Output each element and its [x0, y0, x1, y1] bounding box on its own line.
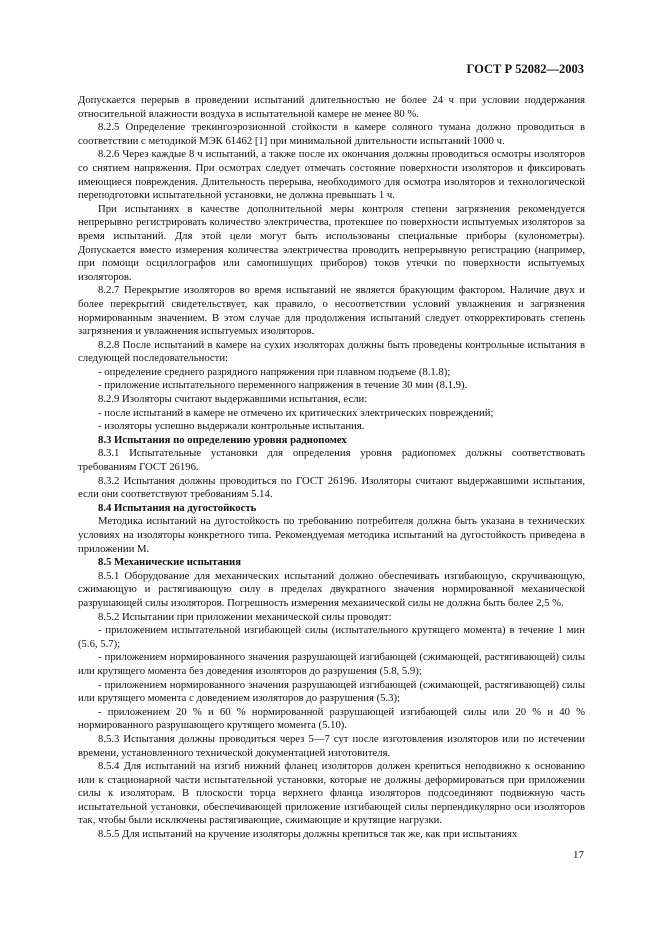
paragraph: 8.2.6 Через каждые 8 ч испытаний, а также после их окончания должны проводиться осмотры изоляторов со снятием напряжения. При осмотрах следует отмечать состояние поверхности изоляторов и фиксировать имеющиеся повреждения. Длительность перерыва, необходимого для осмотра изоляторов и технологической переподготовки испытательной установки, не должна превышать 1 ч.: [78, 148, 585, 202]
document-header: ГОСТ Р 52082—2003: [466, 62, 584, 76]
list-item: - приложение испытательного переменного напряжения в течение 30 мин (8.1.9).: [98, 379, 468, 392]
paragraph: 8.2.5 Определение трекингоэрозионной стойкости в камере соляного тумана должно проводиться в соответствии с методикой МЭК 61462 [1] при минимальной длительности испытаний 1000 ч.: [78, 121, 585, 147]
paragraph: 8.5.3 Испытания должны проводиться через 5—7 сут после изготовления изоляторов или по истечении времени, установленного технической документацией изготовителя.: [78, 732, 585, 759]
paragraph: 8.3.2 Испытания должны проводиться по ГОСТ 26196. Изоляторы считают выдержавшими испытания, если они соответствуют требованиям 5.14.: [78, 474, 585, 501]
list-item: - после испытаний в камере не отмечено их критических электрических повреждений;: [98, 406, 494, 419]
paragraph: 8.3.1 Испытательные установки для определения уровня радиопомех должны соответствовать требованиям ГОСТ 26196.: [78, 447, 585, 474]
page-body: [78, 94, 585, 842]
list-item: - приложением испытательной изгибающей силы (испытательного крутящего момента) в течение 1 мин (5.6, 5.7);: [78, 624, 585, 650]
paragraph: 8.5.1 Оборудование для механических испытаний должно обеспечивать изгибающую, скручивающую, сжимающую и растягивающую силу в пределах двукратного значения нормированной механической разрушающей силы изоляторов. Погрешность измерения механической силы не должна быть более 2,5 %.: [78, 569, 585, 609]
paragraph: При испытаниях в качестве дополнительной меры контроля степени загрязнения рекомендуется непрерывно регистрировать количество электричества, протекшее по поверхности испытуемых изоляторов за время испытаний. Для этой цели могут быть использованы специальные приборы (кулонометры). Допускается вместо измерения количества электричества проводить непрерывную регистрацию (например, при помощи осциллографов или самопишущих приборов) токов утечки по поверхности испытуемых изоляторов.: [78, 202, 585, 283]
page-number: 17: [573, 849, 584, 861]
paragraph: 8.5.5 Для испытаний на кручение изоляторы должны крепиться так же, как при испытаниях: [98, 828, 518, 841]
paragraph: 8.2.9 Изоляторы считают выдержавшими испытания, если:: [98, 393, 368, 406]
paragraph: Методика испытаний на дугостойкость по требованию потребителя должна быть указана в технических условиях на изоляторы конкретного типа. Рекомендуемая методика испытаний на дугостойкость приведена в приложении М.: [78, 515, 585, 555]
paragraph: 8.2.8 После испытаний в камере на сухих изоляторах должны быть проведены контрольные испытания в следующей последовательности:: [78, 338, 585, 365]
list-item: - приложением 20 % и 60 % нормированной разрушающей изгибающей силы или 20 % и 40 % нормированного разрушающего крутящего момента (5.10).: [78, 705, 585, 732]
list-item: - изоляторы успешно выдержали контрольные испытания.: [98, 420, 365, 433]
paragraph: 8.5.4 Для испытаний на изгиб нижний фланец изоляторов должен крепиться неподвижно к основанию или к стационарной части испытательной установки, которые не должны деформироваться при приложении силы к изоляторам. В плоскости торца верхнего фланца изоляторов подсоединяют подвижную часть испытательной установки, обеспечивающей приложение изгибающей силы перпендикулярно оси изоляторов так, чтобы были исключены растягивающие, сжимающие и крутящие нагрузки.: [78, 760, 585, 827]
paragraph: Допускается перерыв в проведении испытаний длительностью не более 24 ч при условии поддержания относительной влажности воздуха в испытательной камере не менее 80 %.: [78, 94, 585, 120]
section-heading: 8.5 Механические испытания: [98, 556, 241, 569]
paragraph: 8.2.7 Перекрытие изоляторов во время испытаний не является бракующим фактором. Наличие двух и более перекрытий свидетельствует, как правило, о несоответствии условий увлажнения и загрязнения нормированным значением. В этом случае для продолжения испытаний следует откорректировать степень загрязнения и увлажнения испытуемых изоляторов.: [78, 284, 585, 338]
section-heading: 8.4 Испытания на дугостойкость: [98, 501, 257, 514]
list-item: - определение среднего разрядного напряжения при плавном подъеме (8.1.8);: [98, 365, 451, 378]
section-heading: 8.3 Испытания по определению уровня радиопомех: [98, 433, 347, 446]
paragraph: 8.5.2 Испытании при приложении механической силы проводят:: [98, 610, 392, 623]
list-item: - приложением нормированного значения разрушающей изгибающей (сжимающей, растягивающей) силы или крутящего момента без доведения изоляторов до разрушения (5.8, 5.9);: [78, 651, 585, 677]
list-item: - приложением нормированного значения разрушающей изгибающей (сжимающей, растягивающей) силы или крутящего момента с доведением изоляторов до разрушения (5.3);: [78, 678, 585, 705]
